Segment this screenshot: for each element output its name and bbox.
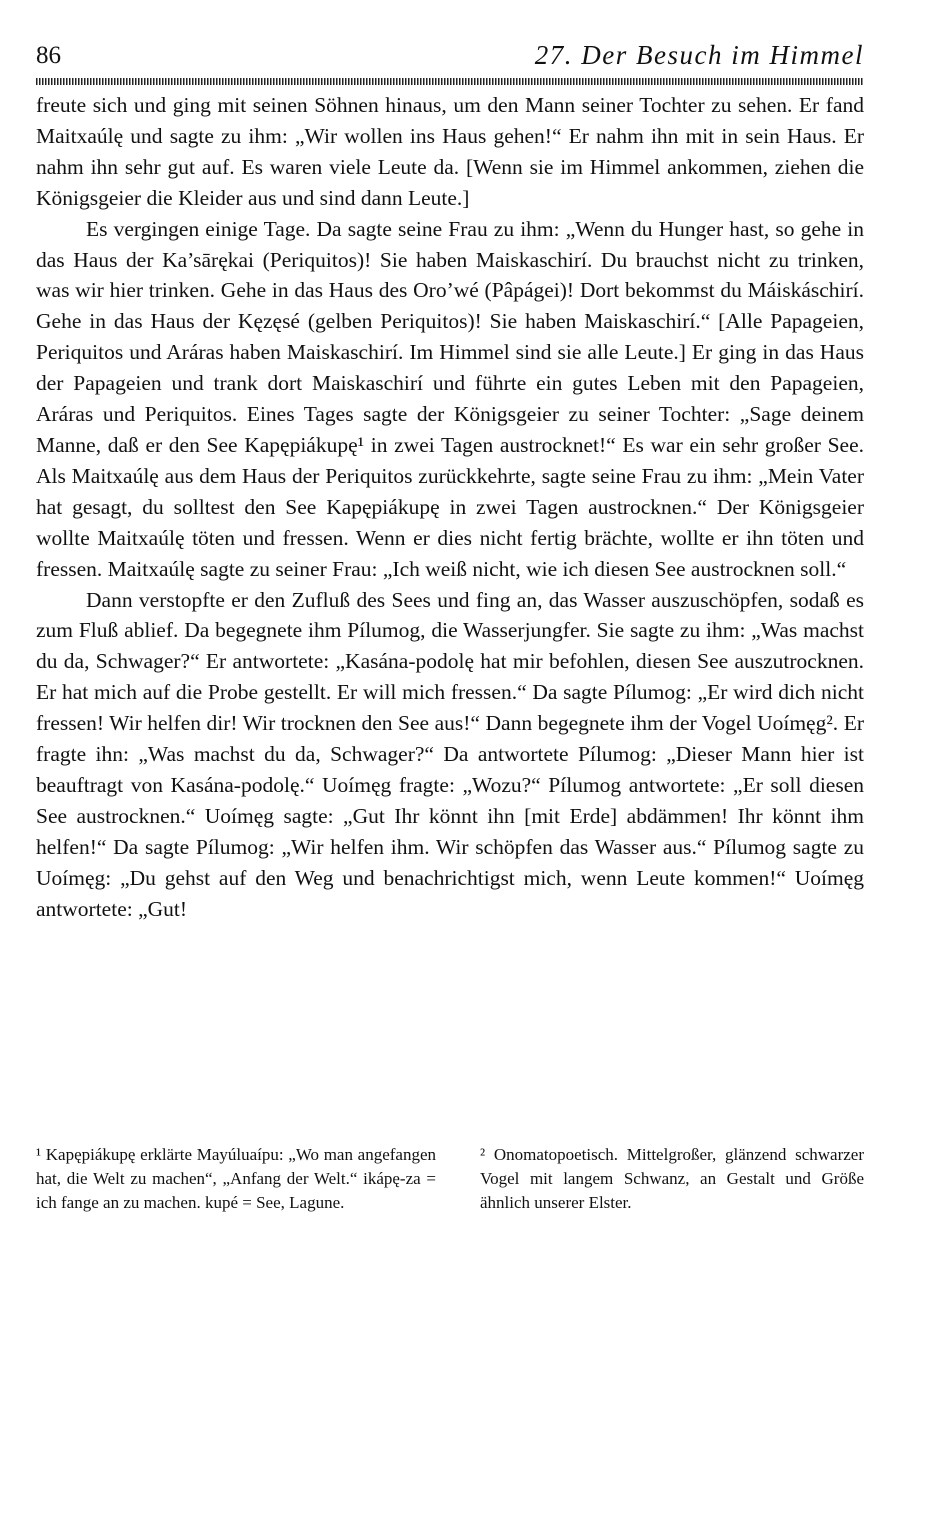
footnote-2-text: ² Onomatopoetisch. Mittelgroßer, glänzend schwarzer Vogel mit langem Schwanz, an Gestalt und Größe ähnlich unserer Elster. bbox=[480, 1145, 864, 1212]
footnote-1 bbox=[36, 1143, 436, 1215]
page-number: 86 bbox=[36, 42, 61, 69]
footnote-2 bbox=[480, 1143, 864, 1215]
paragraph-3: Dann verstopfte er den Zufluß des Sees und fing an, das Wasser auszuschöpfen, sodaß es zum Fluß ablief. Da begegnete ihm Pílumog, die Wasserjungfer. Sie sagte zu ihm: „Was machst du da, Schwager?“ Er antwortete: „Kasána-podolę hat mir befohlen, diesen See auszutrocknen. Er hat mich auf die Probe gestellt. Er will mich fressen.“ Da sagte Pílumog: „Er wird dich nicht fressen! Wir helfen dir! Wir trocknen den See aus!“ Dann begegnete ihm der Vogel Uoímęg². Er fragte ihn: „Was machst du da, Schwager?“ Da antwortete Pílumog: „Dieser Mann hier ist beauftragt von Kasána-podolę.“ Uoímęg fragte: „Wozu?“ Pílumog antwortete: „Er soll diesen See austrocknen.“ Uoímęg sagte: „Gut Ihr könnt ihn [mit Erde] abdämmen! Ihr könnt ihm helfen!“ Da sagte Pílumog: „Wir helfen ihm. Wir schöpfen das Wasser aus.“ Pílumog sagte zu Uoímęg: „Du gehst auf den Weg und benachrichtigst mich, wenn Leute kommen!“ Uoímęg antwortete: „Gut! bbox=[36, 587, 864, 921]
paragraph-2: Es vergingen einige Tage. Da sagte seine Frau zu ihm: „Wenn du Hunger hast, so gehe in das Haus der Ka’sārękai (Periquitos)! Sie haben Maiskaschirí. Du brauchst nicht zu trinken, was wir hier trinken. Gehe in das Haus des Oro’wé (Pâpágei)! Dort bekommst du Máiskáschirí. Gehe in das Haus der Kęzęsé (gelben Periquitos)! Sie haben Maiskaschirí.“ [Alle Papageien, Periquitos und Aráras haben Maiskaschirí. Im Himmel sind sie alle Leute.] Er ging in das Haus der Papageien und trank dort Maiskaschirí und führte ein gutes Leben mit den Papageien, Aráras und Periquitos. Eines Tages sagte der Königsgeier zu seiner Tochter: „Sage deinem Manne, daß er den See Kapępiákupę¹ in zwei Tagen austrocknet!“ Es war ein sehr großer See. Als Maitxaúlę aus dem Haus der Periquitos zurückkehrte, sagte seine Frau zu ihm: „Mein Vater hat gesagt, du solltest den See Kapępiákupę in zwei Tagen austrocknen.“ Der Königsgeier wollte Maitxaúlę töten und fressen. Wenn er dies nicht fertig brächte, wollte er ihn töten und fressen. Maitxaúlę sagte zu seiner Frau: „Ich weiß nicht, wie ich diesen See austrocknen soll.“ bbox=[36, 216, 864, 581]
footnote-1-text: ¹ Kapępiákupę erklärte Mayúluaípu: „Wo man angefangen hat, die Welt zu machen“, „Anfang der Welt.“ ikápę-za = ich fange an zu machen. kupé = See, Lagune. bbox=[36, 1145, 436, 1212]
running-title: 27. Der Besuch im Himmel bbox=[534, 40, 864, 70]
paragraph-1: freute sich und ging mit seinen Söhnen hinaus, um den Mann seiner Tochter zu sehen. Er fand Maitxaúlę und sagte zu ihm: „Wir wollen ins Haus gehen!“ Er nahm ihn mit in sein Haus. Er nahm ihn sehr gut auf. Es waren viele Leute da. [Wenn sie im Himmel ankommen, ziehen die Königsgeier die Kleider aus und sind dann Leute.] bbox=[36, 93, 864, 210]
header-rule bbox=[36, 78, 864, 85]
page-header bbox=[36, 42, 864, 76]
body-text bbox=[36, 90, 864, 924]
footnotes bbox=[36, 1143, 864, 1215]
